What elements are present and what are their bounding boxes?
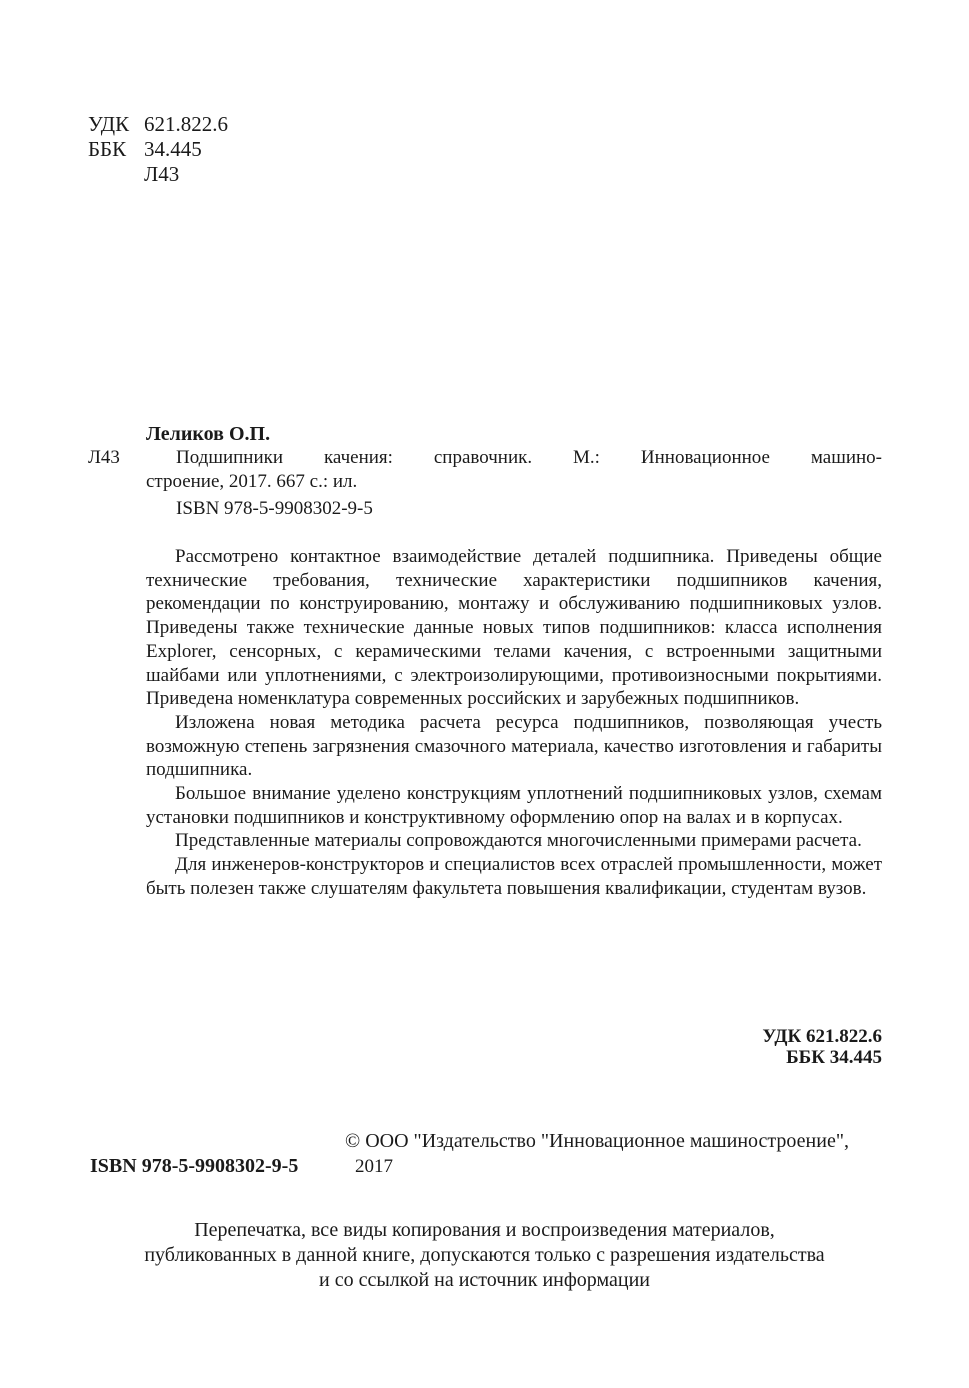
annotation-paragraph: Большое внимание уделено конструкциям уплотнений подшипниковых узлов, схемам установки подшипников и конструктивному оформлению опор на валах и в корпусах. bbox=[146, 783, 882, 828]
notice-line-3: и со ссылкой на источник информации bbox=[318, 1269, 651, 1291]
udk-value: 621.822.6 bbox=[144, 112, 228, 136]
udk-top bbox=[88, 111, 228, 138]
copyright-year: 2017 bbox=[355, 1156, 393, 1177]
annotation-paragraph: Изложена новая методика расчета ресурса подшипников, позволяющая учесть возможную степень загрязнения смазочного материала, качество изготовления и габариты подшипника. bbox=[146, 711, 882, 781]
bbk-value: 34.445 bbox=[144, 137, 202, 161]
reprint-notice bbox=[0, 1218, 969, 1293]
author-name: Леликов О.П. bbox=[146, 423, 271, 445]
author-code-entry: Л43 bbox=[88, 447, 120, 468]
annotation-paragraph: Рассмотрено контактное взаимодействие деталей подшипника. Приведены общие технические требования, технические характеристики подшипников качения, рекомендации по конструированию, монтажу и обслуживанию подшипниковых узлов. Приведены также технические данные новых типов подшипников: класса исполнения Explorer, сенсорных, с керамическими телами качения, с встроенными защитными шайбами или уплотнениями, с электроизолирующими, противоизносными покрытиями. Приведена номенклатура современных российских и зарубежных подшипников. bbox=[146, 546, 882, 710]
copyright-publisher: © ООО "Издательство "Инновационное машиностроение", bbox=[345, 1130, 849, 1152]
book-title-line-2: строение, 2017. 667 с.: ил. bbox=[146, 471, 358, 492]
bbk-bottom: ББК 34.445 bbox=[786, 1047, 882, 1068]
isbn-entry: ISBN 978-5-9908302-9-5 bbox=[176, 498, 373, 519]
bbk-top bbox=[88, 136, 202, 163]
annotation-paragraph: Представленные материалы сопровождаются многочисленными примерами расчета. bbox=[175, 830, 862, 852]
book-title-line-1: Подшипники качения: справочник. М.: Инновационное машино- bbox=[176, 447, 882, 468]
annotation bbox=[146, 545, 882, 901]
udk-label: УДК bbox=[88, 112, 130, 136]
udk-bottom: УДК 621.822.6 bbox=[762, 1026, 882, 1047]
notice-line-2: публикованных в данной книге, допускаются только с разрешения издательства bbox=[144, 1244, 825, 1266]
author-code-top: Л43 bbox=[144, 162, 180, 186]
classification-bottom bbox=[762, 1026, 882, 1068]
annotation-paragraph: Для инженеров-конструкторов и специалистов всех отраслей промышленности, может быть полезен также слушателям факультета повышения квалификации, студентам вузов. bbox=[146, 854, 882, 899]
bbk-label: ББК bbox=[88, 137, 127, 161]
notice-line-1: Перепечатка, все виды копирования и воспроизведения материалов, bbox=[194, 1219, 775, 1241]
isbn-bottom: ISBN 978-5-9908302-9-5 bbox=[90, 1155, 299, 1177]
